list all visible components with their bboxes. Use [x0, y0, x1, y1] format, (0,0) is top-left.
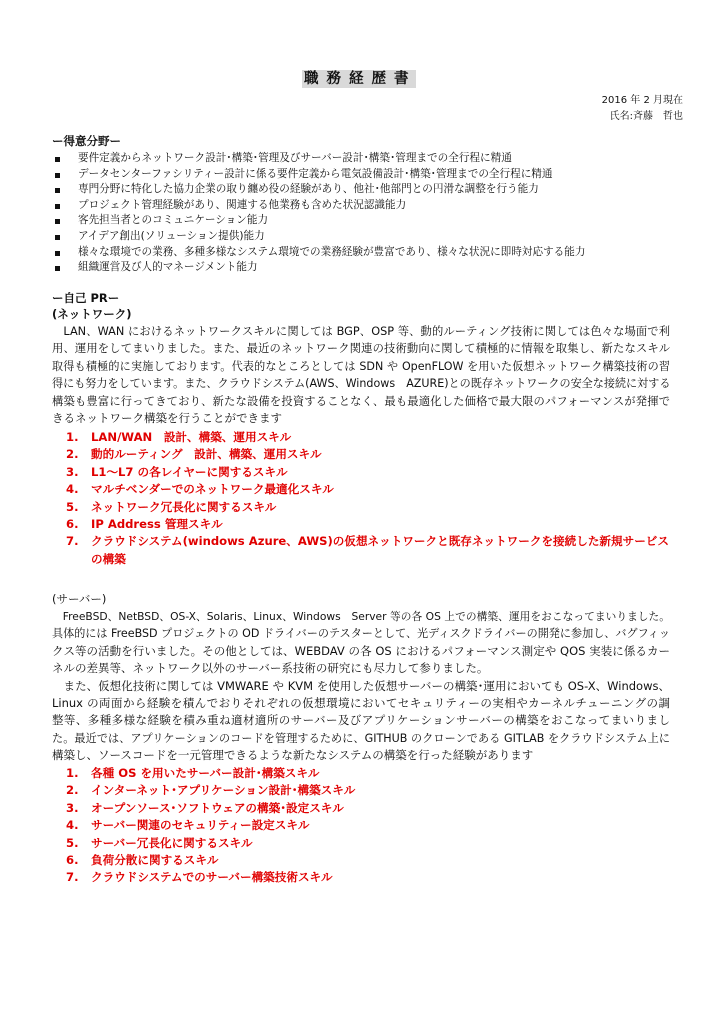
server-heading: (サーバー): [52, 592, 107, 606]
server-skills-list: [66, 765, 671, 887]
square-bullet-icon: [55, 188, 60, 193]
square-bullet-icon: [55, 219, 60, 224]
strength-item: プロジェクト管理経験があり、関連する他業務も含めた状況認識能力: [52, 198, 585, 214]
skill-item: 4. マルチベンダーでのネットワーク最適化スキル: [66, 482, 334, 497]
square-bullet-icon: [55, 235, 60, 240]
skill-item: 5. サーバー冗長化に関するスキル: [66, 835, 253, 850]
square-bullet-icon: [55, 266, 60, 271]
strength-item: 要件定義からネットワーク設計･構築･管理及びサーバー設計･構築･管理までの全行程に精通: [52, 151, 585, 167]
strength-item: アイデア創出(ソリューション提供)能力: [52, 229, 585, 245]
skill-item: 3. L1～L7 の各レイヤーに関するスキル: [66, 464, 288, 479]
paragraph-line: 取得も積極的に実施しております。代表的なところとしては SDN や OpenFLOW を用いた仮想ネットワーク構築技術の習: [52, 359, 670, 373]
skill-item: 2. インターネット･アプリケーション設計･構築スキル: [66, 783, 356, 798]
strengths-heading: ー得意分野ー: [52, 134, 121, 148]
skill-item: 7. クラウドシステムでのサーバー構築技術スキル: [66, 870, 333, 885]
square-bullet-icon: [55, 204, 60, 209]
pr-heading: ー自己 PRー: [52, 291, 120, 305]
paragraph-line: Linux の両面から経験を積んでおりそれぞれの仮想環境においてセキュリティーの実相やカーネルチューニングの調: [52, 696, 670, 711]
skill-item: 7. クラウドシステム(windows Azure、AWS)の仮想ネットワークと既存ネットワークを接続した新規サービスの構築: [66, 534, 669, 566]
paragraph-line: 構築も豊富に行ってきており、新たな設備を投資することなく、最も最適化した価格で最大限のパフォーマンスが発揮で: [52, 394, 670, 408]
skill-item: 3. オープンソース･ソフトウェアの構築･設定スキル: [66, 800, 344, 815]
strengths-list: [52, 151, 585, 276]
paragraph-line: た。最近では、アプリケーションのコードを管理するために、GITHUB のクローンである GITLAB をクラウドシステム上に: [52, 731, 670, 745]
square-bullet-icon: [55, 157, 60, 162]
paragraph-line: 得にも努力をしています。また、クラウドシステム(AWS、Windows AZURE)との既存ネットワークの安全な接続に対する: [52, 377, 670, 391]
skill-item: 1. LAN/WAN 設計、構築、運用スキル: [66, 430, 292, 444]
document-title: 職務経歴書: [304, 71, 416, 87]
square-bullet-icon: [55, 173, 60, 178]
paragraph-line: 具体的には FreeBSD プロジェクトの OD ドライバーのテスターとして、光ディスクドライバーの開発に参加し、バグフィッ: [52, 627, 670, 641]
skill-item: 1. 各種 OS を用いたサーバー設計･構築スキル: [66, 766, 320, 780]
strength-item: 専門分野に特化した協力企業の取り纏め役の経験があり、他社･他部門との円滑な調整を行う能力: [52, 182, 585, 198]
skill-item: 6. IP Address 管理スキル: [66, 517, 223, 532]
network-paragraph: [52, 323, 670, 427]
strength-item: 様々な環境での業務、多種多様なシステム環境での業務経験が豊富であり、様々な状況に即時対応する能力: [52, 245, 585, 261]
document-meta: [602, 93, 683, 125]
network-heading: (ネットワーク): [52, 307, 132, 321]
square-bullet-icon: [55, 251, 60, 256]
skill-item: 2. 動的ルーティング 設計、構築、運用スキル: [66, 447, 322, 462]
skill-item: 6. 負荷分散に関するスキル: [66, 853, 219, 868]
paragraph-line: LAN、WAN におけるネットワークスキルに関しては BGP、OSP 等、動的ルーティング技術に関しては色々な場面で利: [52, 325, 670, 338]
strength-item: 客先担当者とのコミュニケーション能力: [52, 213, 585, 229]
skill-item: 4. サーバー関連のセキュリティー設定スキル: [66, 818, 310, 833]
paragraph-line: 整等、多種多様な経験を積み重ね適材適所のサーバー及びアプリケーションサーバーの構築をおこなってまいりまし: [52, 713, 670, 728]
strength-item: データセンターファシリティー設計に係る要件定義から電気設備設計･構築･管理までの全行程に精通: [52, 167, 585, 183]
document-date: 2016 年 2 月現在: [601, 95, 683, 106]
paragraph-line: きるネットワーク構築を行うことができます: [52, 411, 282, 426]
strength-item: 組織運営及び人的マネージメント能力: [52, 260, 585, 276]
author-name: 氏名:斉藤 哲也: [609, 111, 683, 122]
skill-item: 5. ネットワーク冗長化に関するスキル: [66, 499, 277, 514]
paragraph-line: 用、運用をしてまいりました。また、最近のネットワーク関連の技術動向に関して積極的に情報を取集し、新たなスキル: [52, 342, 670, 356]
network-skills-list: [66, 429, 671, 568]
paragraph-line: FreeBSD、NetBSD、OS-X、Solaris、Linux、Windows Server 等の各 OS 上での構築、運用をおこなってまいりました。: [52, 610, 670, 623]
server-paragraph: [52, 608, 670, 765]
paragraph-line: また、仮想化技術に関しては VMWARE や KVM を使用した仮想サーバーの構築･運用においても OS-X、Windows、: [52, 678, 670, 693]
paragraph-line: ネルの差異等、ネットワーク以外のサーバー系技術の研究にも尽力して参りました。: [52, 661, 489, 676]
paragraph-line: クス等の活動を行いました。その他としては、WEBDAV の各 OS におけるパフォーマンス測定や QOS 実装に係るカー: [52, 643, 670, 658]
paragraph-line: 構築し、ソースコードを一元管理できるような新たなシステムの構築を行った経験があります: [52, 748, 534, 763]
